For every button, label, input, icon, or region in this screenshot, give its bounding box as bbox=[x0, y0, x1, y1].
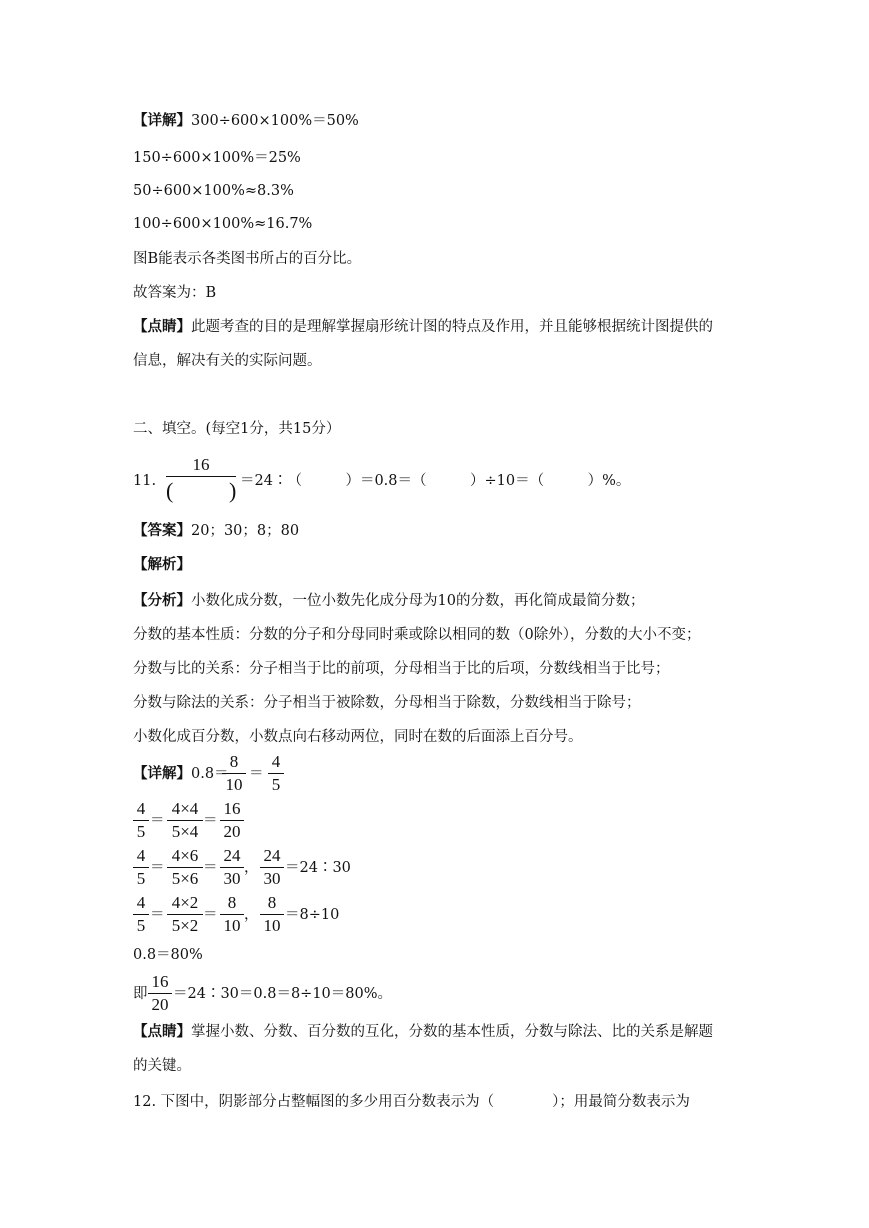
comment-text: 掌握小数、分数、百分数的互化，分数的基本性质，分数与除法、比的关系是解题 bbox=[191, 1024, 713, 1040]
analysis-line-2: 分数的基本性质：分数的分子和分母同时乘或除以相同的数（0除外），分数的大小不变； bbox=[133, 627, 701, 643]
equals-sign: ＝ bbox=[203, 813, 218, 829]
fraction-bar bbox=[133, 914, 149, 915]
denominator: 10 bbox=[223, 916, 241, 935]
q11-analysis-heading: 【解析】 bbox=[133, 556, 191, 573]
section-heading: 二、填空。(每空1分，共15分） bbox=[133, 421, 341, 437]
calc-line-4: 100÷600×100%≈16.7% bbox=[133, 216, 313, 232]
comma: ， bbox=[244, 907, 259, 923]
denominator: 5 bbox=[136, 916, 146, 935]
q11-answer-line bbox=[133, 522, 299, 540]
ratio-text: ＝24∶30 bbox=[285, 860, 351, 876]
summary-text: ＝24∶30＝0.8＝8÷10＝80%。 bbox=[173, 986, 393, 1002]
fraction-16-20 bbox=[220, 799, 244, 842]
numerator: 8 bbox=[229, 752, 239, 771]
numerator: 4×2 bbox=[171, 893, 199, 912]
q11-frac-numerator: 16 bbox=[192, 455, 210, 474]
fraction-4x6-5x6 bbox=[167, 846, 203, 889]
comment-line-1 bbox=[133, 318, 713, 336]
numerator: 24 bbox=[223, 846, 241, 865]
equals-sign: ＝ bbox=[249, 766, 264, 782]
fraction-8-10 bbox=[222, 752, 246, 795]
q11-comment-line-1 bbox=[133, 1023, 713, 1041]
denominator: 30 bbox=[263, 869, 281, 888]
comment-tag: 【点睛】 bbox=[133, 318, 191, 335]
numerator: 4 bbox=[136, 846, 146, 865]
denominator: 5 bbox=[136, 822, 146, 841]
fraction-bar bbox=[167, 820, 203, 821]
fraction-24-30 bbox=[260, 846, 284, 889]
calc-line-2: 150÷600×100%＝25% bbox=[133, 150, 301, 166]
fraction-bar bbox=[220, 914, 244, 915]
analysis-text: 小数化成分数，一位小数先化成分母为10的分数，再化简成最简分数； bbox=[191, 593, 645, 609]
fraction-bar bbox=[220, 820, 244, 821]
fraction-bar bbox=[167, 914, 203, 915]
denominator: 20 bbox=[223, 822, 241, 841]
numerator: 24 bbox=[263, 846, 281, 865]
denominator: 5×6 bbox=[171, 869, 199, 888]
numerator: 4×6 bbox=[171, 846, 199, 865]
analysis-line-3: 分数与比的关系：分子相当于比的前项，分母相当于比的后项，分数线相当于比号； bbox=[133, 661, 670, 677]
denominator: 5 bbox=[271, 775, 281, 794]
numerator: 4 bbox=[271, 752, 281, 771]
detail-text: 0.8＝ bbox=[191, 766, 229, 782]
equals-sign: ＝ bbox=[150, 907, 165, 923]
fraction-bar bbox=[133, 820, 149, 821]
fraction-4-5 bbox=[268, 752, 284, 795]
numerator: 16 bbox=[151, 972, 169, 991]
equals-sign: ＝ bbox=[203, 907, 218, 923]
fraction-bar bbox=[167, 867, 203, 868]
fraction-4x2-5x2 bbox=[167, 893, 203, 936]
comma: ， bbox=[244, 860, 259, 876]
numerator: 4 bbox=[136, 893, 146, 912]
fraction-4-5 bbox=[133, 799, 149, 842]
fraction-4x4-5x4 bbox=[167, 799, 203, 842]
fraction-bar bbox=[268, 773, 284, 774]
fraction-4-5 bbox=[133, 846, 149, 889]
detail-line-1 bbox=[133, 112, 359, 130]
fraction-8-10 bbox=[220, 893, 244, 936]
comment-tag: 【点睛】 bbox=[133, 1023, 191, 1040]
numerator: 16 bbox=[223, 799, 241, 818]
analysis-line-5: 小数化成百分数，小数点向右移动两位，同时在数的后面添上百分号。 bbox=[133, 729, 583, 745]
q11-blank-left-paren: ( bbox=[166, 478, 174, 503]
detail-tag: 【详解】 bbox=[133, 765, 191, 782]
fraction-8-10 bbox=[260, 893, 284, 936]
detail-tag: 【详解】 bbox=[133, 112, 191, 129]
denominator: 5×2 bbox=[171, 916, 199, 935]
denominator: 10 bbox=[263, 916, 281, 935]
fraction-bar bbox=[166, 476, 236, 477]
numerator: 8 bbox=[227, 893, 237, 912]
analysis-tag: 【分析】 bbox=[133, 592, 191, 609]
q11-fraction bbox=[166, 455, 236, 478]
fraction-24-30 bbox=[220, 846, 244, 889]
fraction-bar bbox=[260, 914, 284, 915]
calc-text: 300÷600×100%＝50% bbox=[191, 113, 359, 129]
q11-comment-line-2: 的关键。 bbox=[133, 1058, 191, 1074]
fraction-16-20 bbox=[148, 972, 172, 1015]
comment-text: 此题考查的目的是理解掌握扇形统计图的特点及作用，并且能够根据统计图提供的 bbox=[191, 319, 713, 335]
q12-text: 12. 下图中，阴影部分占整幅图的多少用百分数表示为（ ）；用最简分数表示为 bbox=[133, 1094, 690, 1110]
denominator: 5 bbox=[136, 869, 146, 888]
denominator: 20 bbox=[151, 995, 169, 1014]
ji-label: 即 bbox=[133, 986, 148, 1002]
numerator: 8 bbox=[267, 893, 277, 912]
answer-text: 20；30；8；80 bbox=[191, 523, 300, 539]
analysis-line-4: 分数与除法的关系：分子相当于被除数，分母相当于除数，分数线相当于除号； bbox=[133, 695, 641, 711]
fraction-bar bbox=[220, 867, 244, 868]
fraction-bar bbox=[222, 773, 246, 774]
equals-sign: ＝ bbox=[150, 860, 165, 876]
q11-question-text: ＝24∶（ ）＝0.8＝（ ）÷10＝（ ）%。 bbox=[240, 473, 631, 489]
fraction-bar bbox=[260, 867, 284, 868]
detail-row-1 bbox=[133, 765, 229, 783]
equals-sign: ＝ bbox=[203, 860, 218, 876]
denominator: 10 bbox=[225, 775, 243, 794]
fraction-bar bbox=[148, 993, 172, 994]
percent-line: 0.8＝80% bbox=[133, 947, 203, 963]
answer-line: 故答案为：B bbox=[133, 285, 217, 301]
analysis-line-1 bbox=[133, 592, 644, 610]
numerator: 4×4 bbox=[171, 799, 199, 818]
q11-blank-right-paren: ) bbox=[229, 478, 237, 503]
division-text: ＝8÷10 bbox=[285, 907, 340, 923]
fraction-4-5 bbox=[133, 893, 149, 936]
equals-sign: ＝ bbox=[150, 813, 165, 829]
calc-line-3: 50÷600×100%≈8.3% bbox=[133, 183, 294, 199]
denominator: 30 bbox=[223, 869, 241, 888]
answer-tag: 【答案】 bbox=[133, 522, 191, 539]
q11-number: 11. bbox=[133, 473, 157, 489]
numerator: 4 bbox=[136, 799, 146, 818]
comment-line-2: 信息，解决有关的实际问题。 bbox=[133, 353, 322, 369]
fraction-bar bbox=[133, 867, 149, 868]
conclusion-line: 图B能表示各类图书所占的百分比。 bbox=[133, 251, 362, 267]
denominator: 5×4 bbox=[171, 822, 199, 841]
